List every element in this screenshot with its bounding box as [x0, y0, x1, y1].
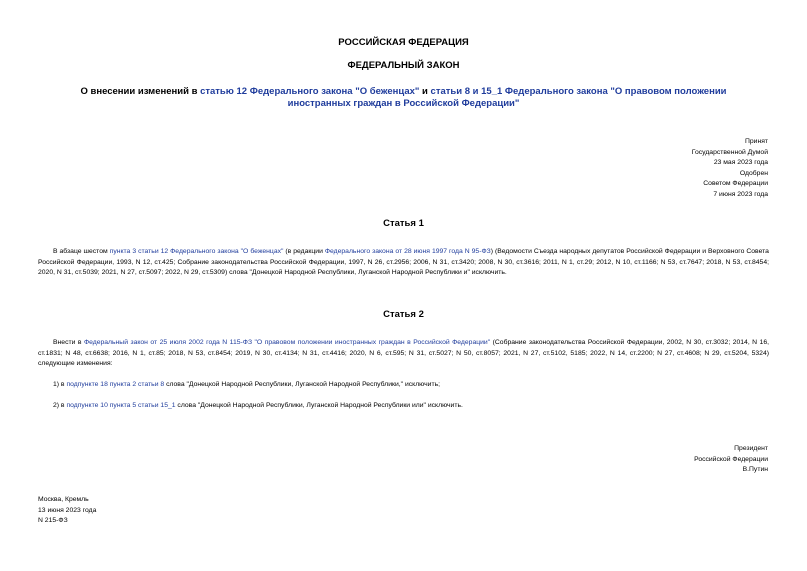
article-1-text: В абзаце шестом пункта 3 статьи 12 Федерального закона "О беженцах" (в редакции Федерального закона от 28 июня 1997 года N 95-ФЗ) (Ведомости Съезда народных депутатов Российской Федерации и Верховного Совета Российской Федерации, 1993, N 12, ст.425; Собрание законодательства Российской Федерации, 1997, N 26, ст.2956; 2006, N 31, ст.3420; 2008, N 30, ст.3616; 2011, N 1, ст.29; 2012, N 10, ст.1166; N 53, ст.7647; 2018, N 53, ст.8454; 2020, N 31, ст.5039; 2021, N 27, ст.5097; 2022, N 29, ст.5309) слова "Донецкой Народной Республики, Луганской Народной Республики и" исключить. [38, 248, 769, 277]
link-subpoint-10-p5-art15-1[interactable]: подпункте 10 пункта 5 статьи 15_1 [66, 402, 176, 409]
signature-block [560, 444, 768, 476]
link-subpoint-18-p2-art8[interactable]: подпункте 18 пункта 2 статьи 8 [66, 381, 165, 388]
footer-number: N 215-ФЗ [38, 517, 68, 525]
signature-name: В.Путин [742, 466, 768, 474]
adoption-council: Советом Федерации [703, 180, 768, 188]
footer-block [38, 495, 238, 527]
country-heading: РОССИЙСКАЯ ФЕДЕРАЦИЯ [338, 37, 469, 48]
law-title [52, 86, 755, 110]
link-foreign-citizens-law-art8-15[interactable]: статьи 8 и 15_1 Федерального закона "О правовом положении иностранных граждан в Российской Федерации" [287, 86, 727, 109]
law-title-prefix: О внесении изменений в [80, 86, 201, 97]
adoption-council-date: 7 июня 2023 года [713, 190, 768, 198]
article-2-heading: Статья 2 [383, 309, 424, 320]
link-refugees-law-art12[interactable]: статью 12 Федерального закона "О беженцах" [200, 86, 420, 97]
adoption-block [560, 137, 768, 201]
link-refugees-law-p3-art12[interactable]: пункта 3 статьи 12 Федерального закона "О беженцах" [109, 248, 284, 255]
signature-country: Российской Федерации [694, 455, 768, 463]
article-1-heading: Статья 1 [383, 218, 424, 229]
adoption-accepted: Принят [744, 138, 768, 145]
footer-date: 13 июня 2023 года [38, 506, 97, 514]
adoption-duma-date: 23 мая 2023 года [713, 159, 768, 167]
article-2-text: Внести в Федеральный закон от 25 июля 2002 года N 115-ФЗ "О правовом положении иностранных граждан в Российской Федерации" (Собрание законодательства Российской Федерации, 2002, N 30, ст.3032; 2014, N 16, ст.1831; N 48, ст.6638; 2016, N 1, ст.85; 2018, N 53, ст.8454; 2019, N 30, ст.4134; N 31, ст.4416; 2020, N 6, ст.595; N 31, ст.5027; N 50, ст.8057; 2021, N 27, ст.5102, 5185; 2022, N 14, ст.2200; N 27, ст.4608; N 29, ст.5204, 5324) следующие изменения: [38, 339, 770, 368]
law-type-heading: ФЕДЕРАЛЬНЫЙ ЗАКОН [347, 60, 460, 71]
link-law-115fz[interactable]: Федеральный закон от 25 июля 2002 года N 115-ФЗ "О правовом положении иностранных граждан в Российской Федерации" [83, 339, 491, 346]
adoption-duma: Государственной Думой [691, 148, 768, 156]
link-law-95fz[interactable]: Федерального закона от 28 июня 1997 года N 95-ФЗ [324, 248, 491, 255]
article-2-item-1: 1) в подпункте 18 пункта 2 статьи 8 слова "Донецкой Народной Республики, Луганской Народной Республики," исключить; [53, 381, 440, 388]
article-2-item-2: 2) в подпункте 10 пункта 5 статьи 15_1 слова "Донецкой Народной Республики, Луганской Народной Республики или" исключить. [53, 402, 463, 409]
law-title-mid: и [419, 86, 431, 97]
footer-place: Москва, Кремль [38, 496, 89, 503]
signature-title: Президент [734, 445, 768, 452]
adoption-approved: Одобрен [739, 169, 768, 177]
